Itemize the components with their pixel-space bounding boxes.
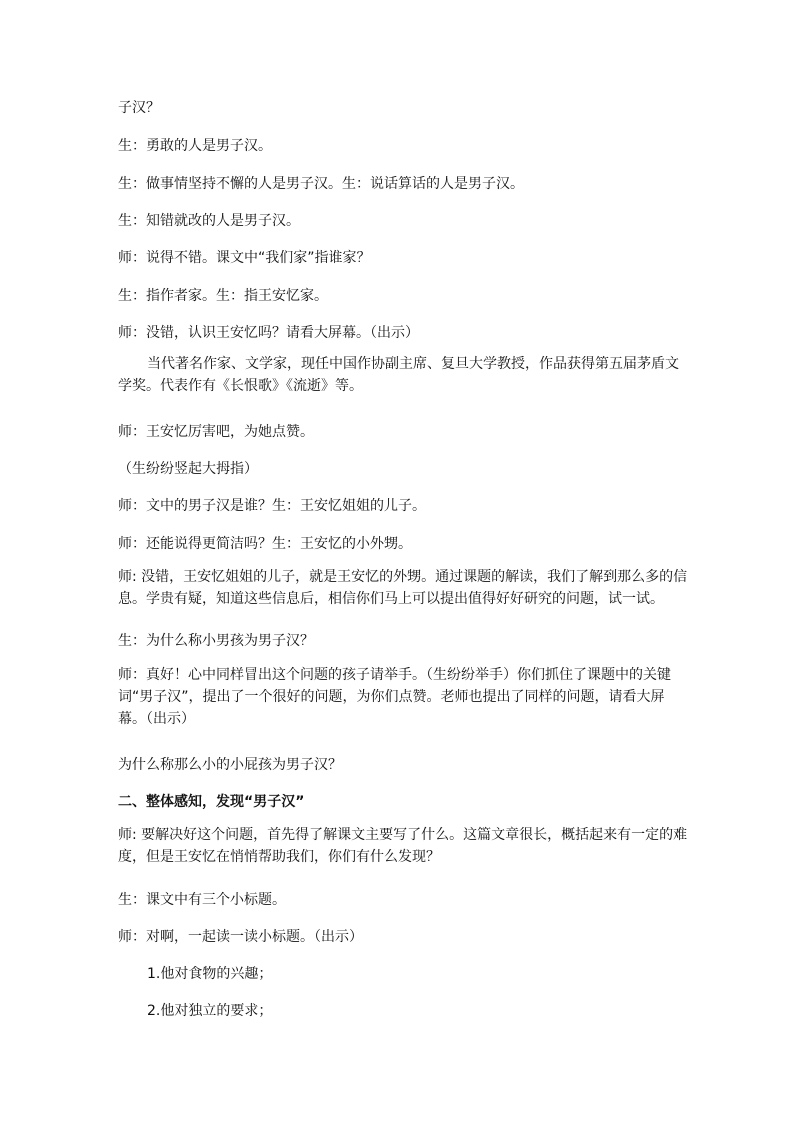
text-paragraph: 师：真好！心中同样冒出这个问题的孩子请举手。（生纷纷举手）你们抓住了课题中的关键词“男子汉”，提出了一个很好的问题，为你们点赞。老师也提出了同样的问题，请看大屏幕。（出示） (118, 667, 671, 727)
text-paragraph: 师: 要解决好这个问题，首先得了解课文主要写了什么。这篇文章很长，概括起来有一定的难度，但是王安忆在悄悄帮助我们，你们有什么发现？ (118, 827, 688, 865)
text-line: 师：文中的男子汉是谁？生：王安忆姐姐的儿子。 (118, 498, 426, 514)
list-item: 1.他对食物的兴趣； (147, 966, 273, 982)
text-paragraph: 当代著名作家、文学家，现任中国作协副主席、复旦大学教授，作品获得第五届茅盾文学奖。代表作有《长恨歌》《流逝》等。 (118, 356, 679, 394)
section-heading: 二、整体感知，发现“男子汉” (118, 794, 305, 810)
list-item: 2.他对独立的要求； (147, 1003, 273, 1019)
text-paragraph: 师: 没错，王安忆姐姐的儿子，就是王安忆的外甥。通过课题的解读，我们了解到那么多的信息。学贵有疑，知道这些信息后，相信你们马上可以提出值得好好研究的问题，试一试。 (118, 569, 688, 607)
text-line: 师：王安忆厉害吧，为她点赞。 (118, 424, 314, 440)
text-line: 生：勇敢的人是男子汉。 (118, 138, 272, 154)
text-line: 生：指作者家。生：指王安忆家。 (118, 288, 328, 304)
text-line: 为什么称那么小的小屁孩为男子汉？ (118, 757, 342, 773)
text-line: 师：没错，认识王安忆吗？请看大屏幕。（出示） (118, 325, 419, 341)
text-line: 生：知错就改的人是男子汉。 (118, 213, 300, 229)
text-line: 生：做事情坚持不懈的人是男子汉。生：说话算话的人是男子汉。 (118, 176, 524, 192)
text-line: 生：课文中有三个小标题。 (118, 892, 286, 908)
text-line: （生纷纷竖起大拇指） (118, 461, 258, 477)
text-line: 师：对啊，一起读一读小标题。（出示） (118, 929, 363, 945)
text-line: 子汉？ (118, 100, 160, 116)
text-line: 师：还能说得更简洁吗？生：王安忆的小外甥。 (118, 536, 412, 552)
text-line: 师：说得不错。课文中“我们家”指谁家？ (118, 250, 371, 266)
text-line: 生：为什么称小男孩为男子汉？ (118, 633, 314, 649)
